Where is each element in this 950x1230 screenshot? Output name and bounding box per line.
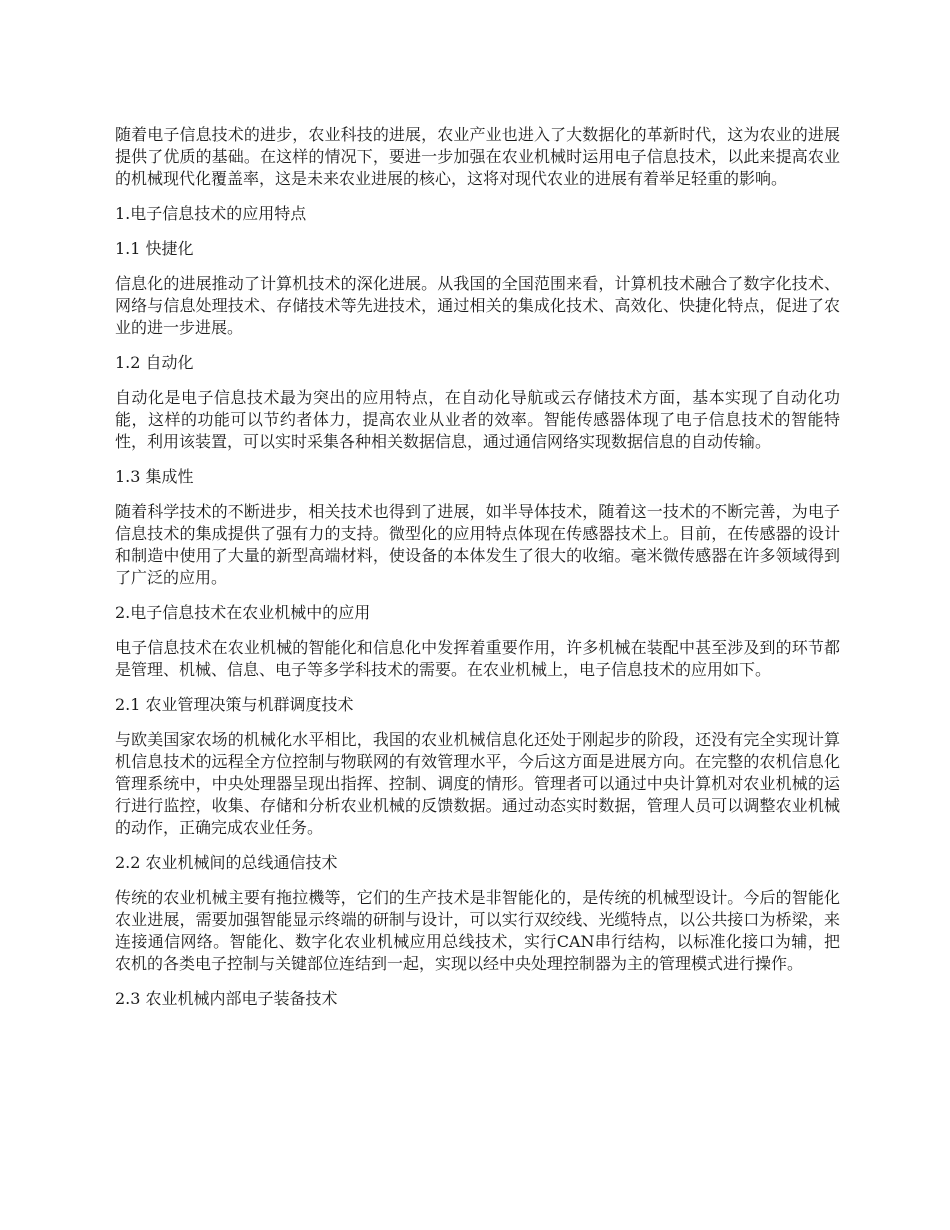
section-1-3-paragraph: 随着科学技术的不断进步，相关技术也得到了进展，如半导体技术，随着这一技术的不断完善，为电子信息技术的集成提供了强有力的支持。微型化的应用特点体现在传感器技术上。目前，在传感器的设计和制造中使用了大量的新型高端材料，使设备的本体发生了很大的收缩。毫米微传感器在许多领域得到了广泛的应用。: [115, 502, 840, 587]
section-1-2-paragraph: 自动化是电子信息技术最为突出的应用特点，在自动化导航或云存储技术方面，基本实现了自动化功能，这样的功能可以节约者体力，提高农业从业者的效率。智能传感器体现了电子信息技术的智能特性，利用该装置，可以实时采集各种相关数据信息，通过通信网络实现数据信息的自动传输。: [115, 388, 840, 451]
section-2-paragraph: 电子信息技术在农业机械的智能化和信息化中发挥着重要作用，许多机械在装配中甚至涉及到的环节都是管理、机械、信息、电子等多学科技术的需要。在农业机械上，电子信息技术的应用如下。: [115, 638, 840, 679]
section-1-1-paragraph: 信息化的进展推动了计算机技术的深化进展。从我国的全国范围来看，计算机技术融合了数字化技术、网络与信息处理技术、存储技术等先进技术，通过相关的集成化技术、高效化、快捷化特点，促进了农业的进一步进展。: [115, 274, 840, 337]
section-1-3-heading: 1.3 集成性: [115, 467, 194, 486]
section-2-1-heading: 2.1 农业管理决策与机群调度技术: [115, 695, 354, 714]
section-2-heading: 2.电子信息技术在农业机械中的应用: [115, 603, 371, 622]
document-page: [115, 124, 840, 1023]
section-2-2-paragraph: 传统的农业机械主要有拖拉機等，它们的生产技术是非智能化的，是传统的机械型设计。今后的智能化农业进展，需要加强智能显示终端的研制与设计，可以实行双绞线、光缆特点，以公共接口为桥梁，来连接通信网络。智能化、数字化农业机械应用总线技术，实行CAN串行结构，以标准化接口为辅，把农机的各类电子控制与关键部位连结到一起，实现以经中央处理控制器为主的管理模式进行操作。: [115, 888, 840, 973]
section-1-heading: 1.电子信息技术的应用特点: [115, 204, 307, 223]
section-1-2-heading: 1.2 自动化: [115, 353, 194, 372]
section-2-1-paragraph: 与欧美国家农场的机械化水平相比，我国的农业机械信息化还处于刚起步的阶段，还没有完全实现计算机信息技术的远程全方位控制与物联网的有效管理水平，今后这方面是进展方向。在完整的农机信息化管理系统中，中央处理器呈现出指挥、控制、调度的情形。管理者可以通过中央计算机对农业机械的运行进行监控，收集、存储和分析农业机械的反馈数据。通过动态实时数据，管理人员可以调整农业机械的动作，正确完成农业任务。: [115, 730, 840, 837]
section-1-1-heading: 1.1 快捷化: [115, 239, 194, 258]
section-2-3-heading: 2.3 农业机械内部电子装备技术: [115, 989, 338, 1008]
intro-paragraph: 随着电子信息技术的进步，农业科技的进展，农业产业也进入了大数据化的革新时代，这为农业的进展提供了优质的基础。在这样的情况下，要进一步加强在农业机械时运用电子信息技术，以此来提高农业的机械现代化覆盖率，这是未来农业进展的核心，这将对现代农业的进展有着举足轻重的影响。: [115, 125, 840, 188]
section-2-2-heading: 2.2 农业机械间的总线通信技术: [115, 853, 338, 872]
